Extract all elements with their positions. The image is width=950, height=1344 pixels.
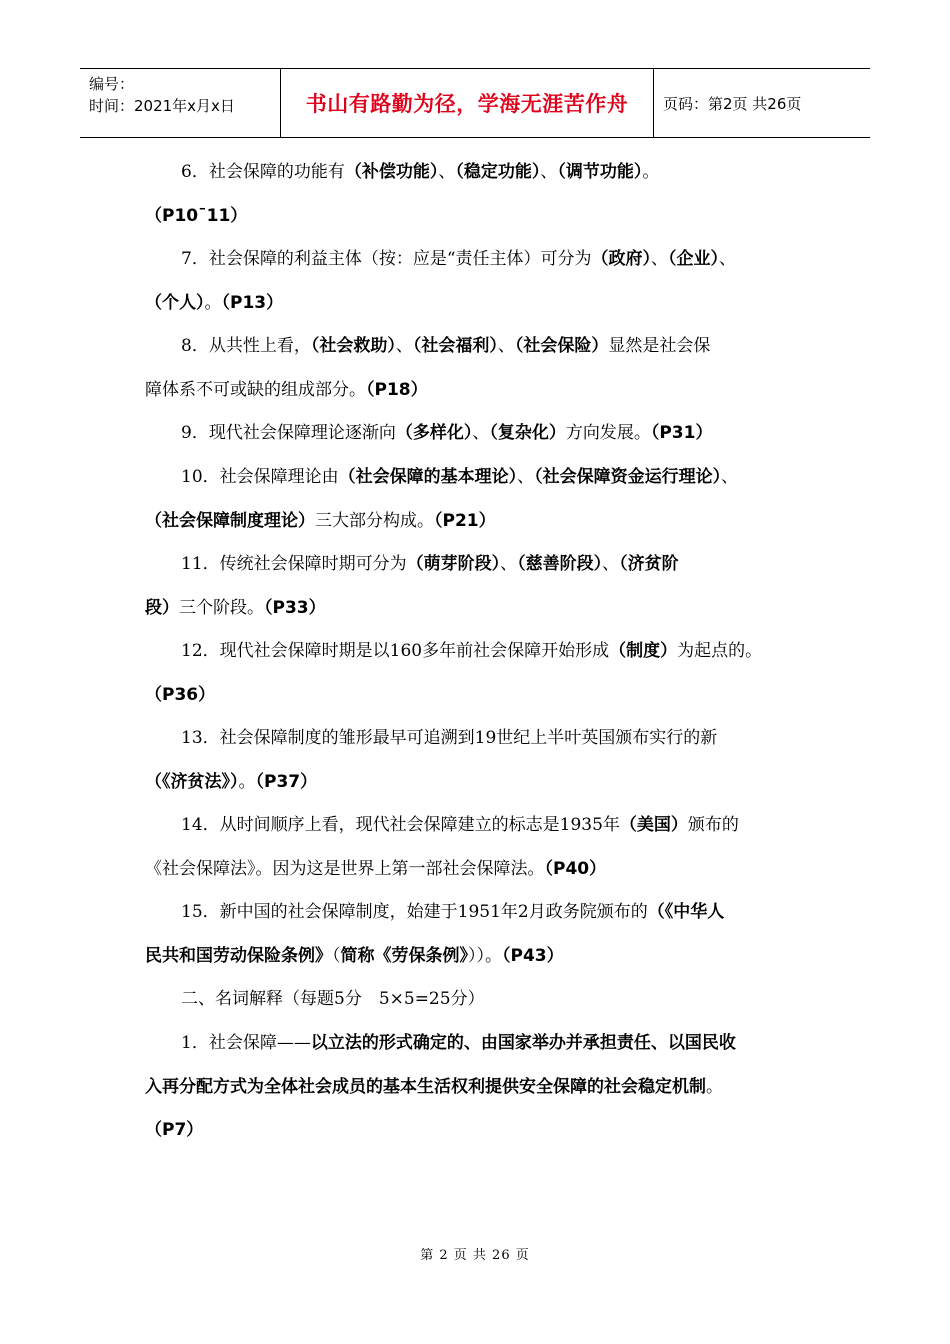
body-text: 14．从时间顺序上看，现代社会保障建立的标志是1935年 [181,815,620,835]
body-text: 。 [642,162,660,182]
body-text: 13．社会保障制度的雏形最早可追溯到19世纪上半叶英国颁布实行的新 [181,728,718,748]
number-label: 编号： [89,75,135,93]
answer-text: （P7） [145,1120,204,1140]
answer-text: （《济贫法》） [145,772,239,792]
body-text: 6．社会保障的功能有 [181,162,345,182]
answer-text: （P43） [502,946,564,966]
text-line [181,726,717,750]
page-footer: 第 2 页 共 26 页 [420,1248,530,1263]
text-line [145,1118,203,1142]
body-text: 二、名词解释（每题5分 5×5=25分） [181,989,485,1009]
page-info: 页码：第2页 共26页 [663,94,802,113]
text-line [181,465,738,489]
motto-text: 书山有路勤为径，学海无涯苦作舟 [305,92,629,116]
body-text: 。 [204,293,222,313]
body-text: 、 [395,336,413,356]
text-line [181,639,762,663]
text-line [145,770,317,794]
body-text: 颁布的 [687,815,739,835]
answer-text: （多样化） [395,423,473,443]
body-text: 、 [602,554,620,574]
answer-text: （稳定功能） [455,162,541,182]
body-text: ））。 [468,946,502,966]
body-text: 三个阶段。 [179,598,264,618]
body-text: 、 [438,162,456,182]
text-line [181,1031,736,1055]
answer-text: （济贫阶 [619,554,679,574]
text-line [181,160,659,184]
answer-text: 入再分配方式为全体社会成员的基本生活权利提供安全保障的社会稳定机制 [145,1077,706,1097]
text-line [181,247,736,271]
date-label: 时间：2021年x月x日 [89,97,235,115]
answer-text: 段） [145,598,179,618]
body-text: 。 [238,772,256,792]
text-line [145,291,283,315]
body-text: 。 [706,1077,723,1097]
answer-text: （补偿功能） [344,162,439,182]
answer-text: （P36） [145,685,216,705]
body-text: （ [332,946,341,966]
body-text: 7．社会保障的利益主体（按：应是“责任主体）可分为 [181,249,592,269]
body-text: 、 [540,162,558,182]
body-text: 10．社会保障理论由 [181,467,339,487]
answer-text: （社会福利） [412,336,498,356]
body-text: 、 [651,249,669,269]
text-line [181,900,724,924]
text-line [181,421,712,445]
body-text: 12．现代社会保障时期是以160多年前社会保障开始形成 [181,641,610,661]
text-line [181,552,679,576]
answer-text: （社会保障资金运行理论） [534,467,722,487]
body-text: 、 [719,249,737,269]
answer-text: 简称《劳保条例》 [340,946,468,966]
answer-text: （P31） [650,423,713,443]
answer-text: （社会保障制度理论） [145,511,315,531]
answer-text: （萌芽阶段） [406,554,501,574]
text-line [181,813,739,837]
text-line [145,1075,723,1099]
answer-text: （P10¯11） [145,206,248,226]
body-text: 8．从共性上看， [181,336,311,356]
answer-text: （社会保障的基本理论） [338,467,518,487]
answer-text: （慈善阶段） [517,554,603,574]
body-text: 为起点的。 [677,641,763,661]
answer-text: （个人） [145,293,205,313]
header-page-cell [654,69,870,137]
text-line [145,596,326,620]
answer-text: （社会保险） [514,336,609,356]
answer-text: 以立法的形式确定的、由国家举办并承担责任、以国民收 [310,1033,736,1053]
answer-text: （政府） [591,249,652,269]
text-line [145,378,428,402]
answer-text: （P21） [434,511,496,531]
body-text: 11．传统社会保障时期可分为 [181,554,407,574]
text-line [145,683,215,707]
answer-text: （美国） [619,815,688,835]
text-line [145,944,564,968]
answer-text: （复杂化） [489,423,566,443]
answer-text: （社会救助） [310,336,396,356]
answer-text: （P40） [544,859,607,879]
body-text: 、 [472,423,490,443]
body-text: 9．现代社会保障理论逐渐向 [181,423,396,443]
body-text: 《社会保障法》。因为这是世界上第一部社会保障法。 [145,859,545,879]
answer-text: （调节功能） [557,162,643,182]
body-text: 1．社会保障—— [181,1033,311,1053]
body-text: 三大部分构成。 [315,511,434,531]
text-line [181,334,710,358]
answer-text: 民共和国劳动保险条例》 [145,946,332,966]
text-line [145,204,247,228]
body-text: 、 [721,467,739,487]
body-text: 、 [500,554,518,574]
body-text: 15．新中国的社会保障制度，始建于1951年2月政务院颁布的 [181,902,648,922]
answer-text: （制度） [609,641,678,661]
answer-text: （P33） [264,598,326,618]
body-text: 显然是社会保 [608,336,711,356]
header-table [80,68,870,138]
body-text: 、 [497,336,515,356]
answer-text: （P18） [366,380,428,400]
text-line [181,987,485,1011]
header-meta-cell [80,69,281,137]
answer-text: （P13） [221,293,284,313]
text-line [145,857,606,881]
answer-text: （企业） [668,249,720,269]
body-text: 方向发展。 [565,423,651,443]
answer-text: （P37） [255,772,318,792]
answer-text: （《中华人 [647,902,725,922]
text-line [145,509,496,533]
header-motto-cell [281,69,654,137]
body-text: 障体系不可或缺的组成部分。 [145,380,366,400]
body-text: 、 [517,467,535,487]
